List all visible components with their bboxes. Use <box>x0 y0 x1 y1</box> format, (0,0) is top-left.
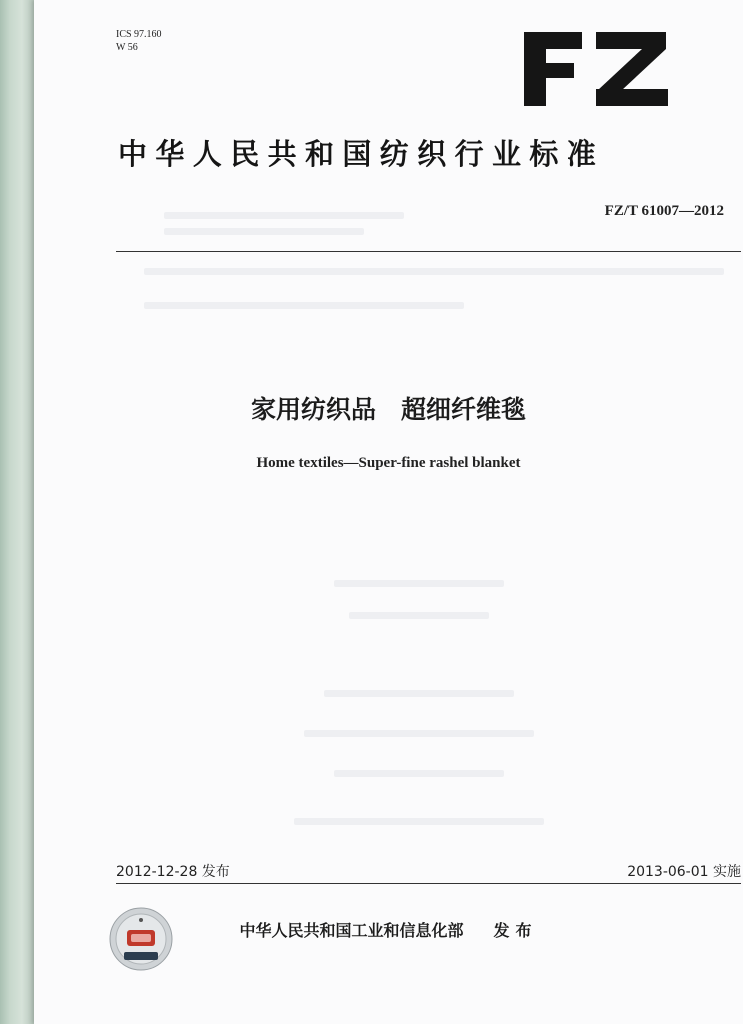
footer-divider <box>116 883 741 884</box>
show-through-line <box>324 690 514 697</box>
publisher-name: 中华人民共和国工业和信息化部 <box>239 921 464 940</box>
show-through-line <box>349 612 489 619</box>
issue-date: 2012-12-28 发布 <box>116 864 230 880</box>
category-code: W 56 <box>116 42 138 53</box>
show-through-line <box>294 818 544 825</box>
show-through-line <box>164 212 404 219</box>
show-through-line <box>144 268 724 275</box>
standard-number: FZ/T 61007—2012 <box>604 203 724 219</box>
standard-title-english: Home textiles—Super-fine rashel blanket <box>256 455 521 471</box>
standard-title-chinese: 家用纺织品 超细纤维毯 <box>250 395 526 424</box>
show-through-line <box>334 770 504 777</box>
show-through-line <box>144 302 464 309</box>
classification-codes <box>116 28 162 54</box>
implementation-date: 2013-06-01 实施 <box>627 864 741 880</box>
ics-code: ICS 97.160 <box>116 29 162 40</box>
show-through-line <box>334 580 504 587</box>
series-title: 中华人民共和国纺织行业标准 <box>118 137 605 171</box>
show-through-line <box>164 228 364 235</box>
publisher-line <box>34 918 743 941</box>
header-divider <box>116 251 741 252</box>
publish-action: 发布 <box>493 921 538 940</box>
page-spine-edge <box>0 0 34 1024</box>
fz-logo <box>524 18 684 118</box>
show-through-line <box>304 730 534 737</box>
standard-cover-page <box>34 0 743 1024</box>
